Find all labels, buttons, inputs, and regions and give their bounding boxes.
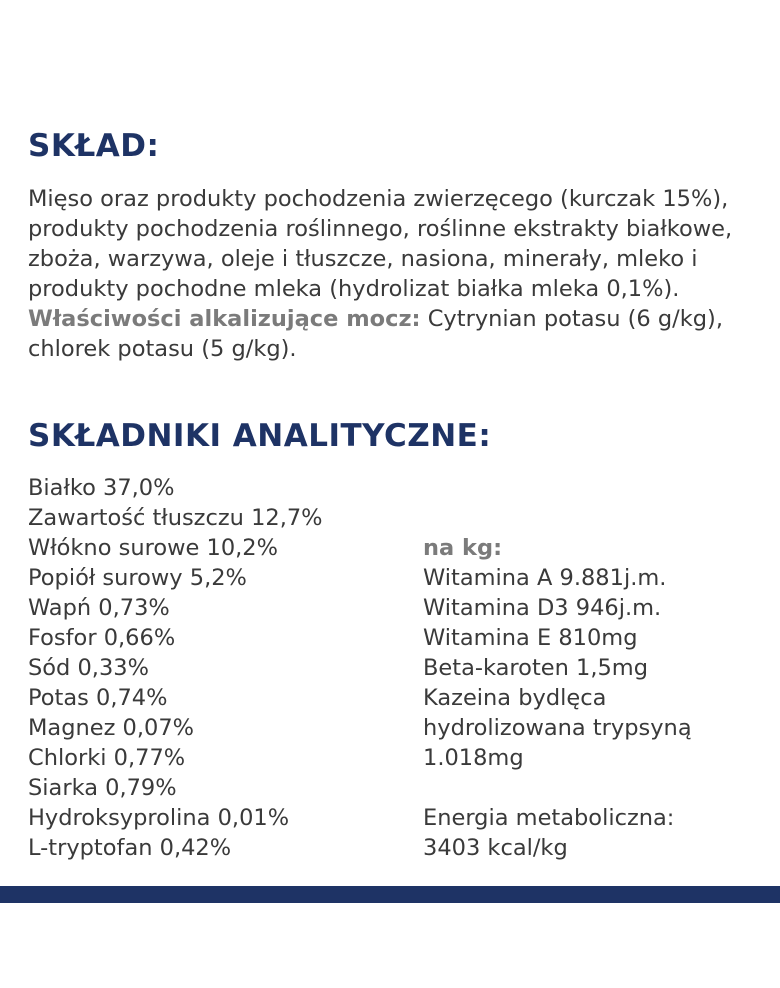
per-kg-item: Witamina E 810mg	[423, 625, 638, 651]
nutrient-item: Magnez 0,07%	[28, 715, 195, 741]
nutrient-item: L-tryptofan 0,42%	[28, 835, 232, 861]
energy-value: 3403 kcal/kg	[423, 835, 568, 861]
nutrient-item: Fosfor 0,66%	[28, 625, 176, 651]
per-kg-item: Witamina D3 946j.m.	[423, 595, 662, 621]
nutrient-item: Popiół surowy 5,2%	[28, 565, 247, 591]
per-kg-label: na kg:	[423, 535, 503, 561]
nutrient-item: Wapń 0,73%	[28, 595, 170, 621]
composition-text	[28, 184, 758, 364]
nutrient-item: Białko 37,0%	[28, 475, 175, 501]
spacer	[423, 773, 692, 803]
per-kg-item: 1.018mg	[423, 745, 524, 771]
composition-heading: SKŁAD:	[28, 128, 160, 164]
nutrient-item: Chlorki 0,77%	[28, 745, 186, 771]
per-kg-item: Witamina A 9.881j.m.	[423, 565, 667, 591]
per-kg-item: Kazeina bydlęca	[423, 685, 607, 711]
nutrient-item: Hydroksyprolina 0,01%	[28, 805, 290, 831]
per-kg-item: hydrolizowana trypsyną	[423, 715, 692, 741]
per-kg-list	[423, 533, 692, 863]
nutrient-item: Zawartość tłuszczu 12,7%	[28, 505, 323, 531]
energy-label: Energia metaboliczna:	[423, 805, 675, 831]
analytical-heading: SKŁADNIKI ANALITYCZNE:	[28, 418, 492, 454]
urine-alkalizing-label: Właściwości alkalizujące mocz:	[28, 306, 421, 332]
nutrient-item: Potas 0,74%	[28, 685, 168, 711]
bottom-divider-bar	[0, 886, 780, 903]
nutrient-item: Sód 0,33%	[28, 655, 149, 681]
composition-body: Mięso oraz produkty pochodzenia zwierzęcego (kurczak 15%), produkty pochodzenia roślinnego, roślinne ekstrakty białkowe, zboża, warzywa, oleje i tłuszcze, nasiona, minerały, mleko i produkty pochodne mleka (hydrolizat białka mleka 0,1%).	[28, 186, 733, 302]
per-kg-item: Beta-karoten 1,5mg	[423, 655, 649, 681]
nutrient-item: Siarka 0,79%	[28, 775, 177, 801]
nutrient-list	[28, 473, 323, 863]
urine-alkalizing-text: Cytrynian potasu (6 g/kg), chlorek potasu (5 g/kg).	[28, 306, 723, 362]
nutrient-item: Włókno surowe 10,2%	[28, 535, 278, 561]
